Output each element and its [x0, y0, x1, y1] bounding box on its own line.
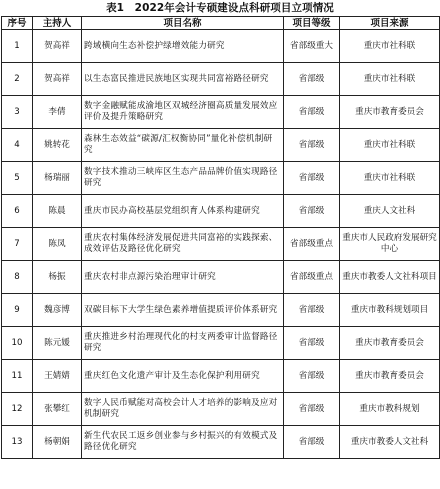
cell-no: 13: [2, 426, 33, 459]
cell-source: 重庆市教科规划项目: [340, 294, 440, 327]
cell-host: 杨朝娟: [33, 426, 82, 459]
table-row: [2, 129, 440, 162]
table-row: [2, 393, 440, 426]
cell-source: 重庆市教育委员会: [340, 327, 440, 360]
cell-source: 重庆市教育委员会: [340, 96, 440, 129]
header-name: 项目名称: [82, 17, 284, 30]
cell-no: 4: [2, 129, 33, 162]
table-row: [2, 360, 440, 393]
cell-host: 杨振: [33, 261, 82, 294]
cell-no: 9: [2, 294, 33, 327]
cell-project-name: 跨域横向生态补偿护绿增效能力研究: [82, 30, 284, 63]
cell-level: 省部级: [284, 426, 340, 459]
cell-project-name: 重庆市民办高校基层党组织育人体系构建研究: [82, 195, 284, 228]
cell-source: 重庆人文社科: [340, 195, 440, 228]
cell-no: 7: [2, 228, 33, 261]
cell-host: 杨瑞丽: [33, 162, 82, 195]
cell-project-name: 森林生态效益“碳源/汇权衡协同”量化补偿机制研究: [82, 129, 284, 162]
table-title: 表1 2022年会计专硕建设点科研项目立项情况: [106, 2, 334, 14]
cell-source: 重庆市教育委员会: [340, 360, 440, 393]
projects-table: [1, 16, 440, 459]
cell-project-name: 以生态富民推进民族地区实现共同富裕路径研究: [82, 63, 284, 96]
table-row: [2, 96, 440, 129]
cell-source: 重庆市社科联: [340, 129, 440, 162]
table-row: [2, 162, 440, 195]
cell-source: 重庆市社科联: [340, 63, 440, 96]
cell-host: 李倩: [33, 96, 82, 129]
cell-project-name: 重庆红色文化遗产审计及生态化保护利用研究: [82, 360, 284, 393]
cell-level: 省部级: [284, 162, 340, 195]
cell-level: 省部级: [284, 360, 340, 393]
table-row: [2, 30, 440, 63]
cell-no: 10: [2, 327, 33, 360]
table-header: [2, 17, 440, 30]
cell-no: 8: [2, 261, 33, 294]
table-body: [2, 30, 440, 459]
cell-source: 重庆市社科联: [340, 162, 440, 195]
cell-level: 省部级: [284, 129, 340, 162]
cell-level: 省部级: [284, 393, 340, 426]
cell-project-name: 重庆农村集体经济发展促进共同富裕的实践探索、成效评估及路径优化研究: [82, 228, 284, 261]
cell-host: 张攀红: [33, 393, 82, 426]
cell-no: 12: [2, 393, 33, 426]
cell-host: 王婧婧: [33, 360, 82, 393]
cell-level: 省部级: [284, 63, 340, 96]
table-row: [2, 294, 440, 327]
cell-level: 省部级重大: [284, 30, 340, 63]
table-row: [2, 195, 440, 228]
cell-level: 省部级重点: [284, 261, 340, 294]
cell-host: 贺高祥: [33, 63, 82, 96]
cell-source: 重庆市社科联: [340, 30, 440, 63]
cell-no: 5: [2, 162, 33, 195]
cell-project-name: 重庆推进乡村治理现代化的村支两委审计监督路径研究: [82, 327, 284, 360]
header-row: [2, 17, 440, 30]
cell-level: 省部级: [284, 327, 340, 360]
table-row: [2, 327, 440, 360]
cell-no: 3: [2, 96, 33, 129]
table-row: [2, 63, 440, 96]
cell-project-name: 数字人民币赋能对高校会计人才培养的影响及应对机制研究: [82, 393, 284, 426]
cell-host: 魏彦博: [33, 294, 82, 327]
table-row: [2, 426, 440, 459]
cell-no: 6: [2, 195, 33, 228]
table-row: [2, 261, 440, 294]
table-row: [2, 228, 440, 261]
cell-host: 姚转花: [33, 129, 82, 162]
header-level: 项目等级: [284, 17, 340, 30]
cell-source: 重庆市教委人文社科: [340, 426, 440, 459]
header-no: 序号: [2, 17, 33, 30]
cell-project-name: 双碳目标下大学生绿色素养增值提质评价体系研究: [82, 294, 284, 327]
cell-level: 省部级: [284, 294, 340, 327]
cell-no: 11: [2, 360, 33, 393]
cell-project-name: 数字技术推动三峡库区生态产品品牌价值实现路径研究: [82, 162, 284, 195]
cell-host: 陈晨: [33, 195, 82, 228]
cell-source: 重庆市教委人文社科项目: [340, 261, 440, 294]
cell-project-name: 重庆农村非点源污染治理审计研究: [82, 261, 284, 294]
cell-source: 重庆市教科规划: [340, 393, 440, 426]
cell-no: 2: [2, 63, 33, 96]
cell-level: 省部级重点: [284, 228, 340, 261]
cell-level: 省部级: [284, 195, 340, 228]
cell-host: 陈元媛: [33, 327, 82, 360]
cell-project-name: 数字金融赋能成渝地区双城经济圈高质量发展效应评价及提升策略研究: [82, 96, 284, 129]
header-host: 主持人: [33, 17, 82, 30]
cell-host: 贺高祥: [33, 30, 82, 63]
cell-level: 省部级: [284, 96, 340, 129]
cell-project-name: 新生代农民工返乡创业参与乡村振兴的有效模式及路径优化研究: [82, 426, 284, 459]
cell-no: 1: [2, 30, 33, 63]
cell-source: 重庆市人民政府发展研究中心: [340, 228, 440, 261]
header-source: 项目来源: [340, 17, 440, 30]
cell-host: 陈凤: [33, 228, 82, 261]
